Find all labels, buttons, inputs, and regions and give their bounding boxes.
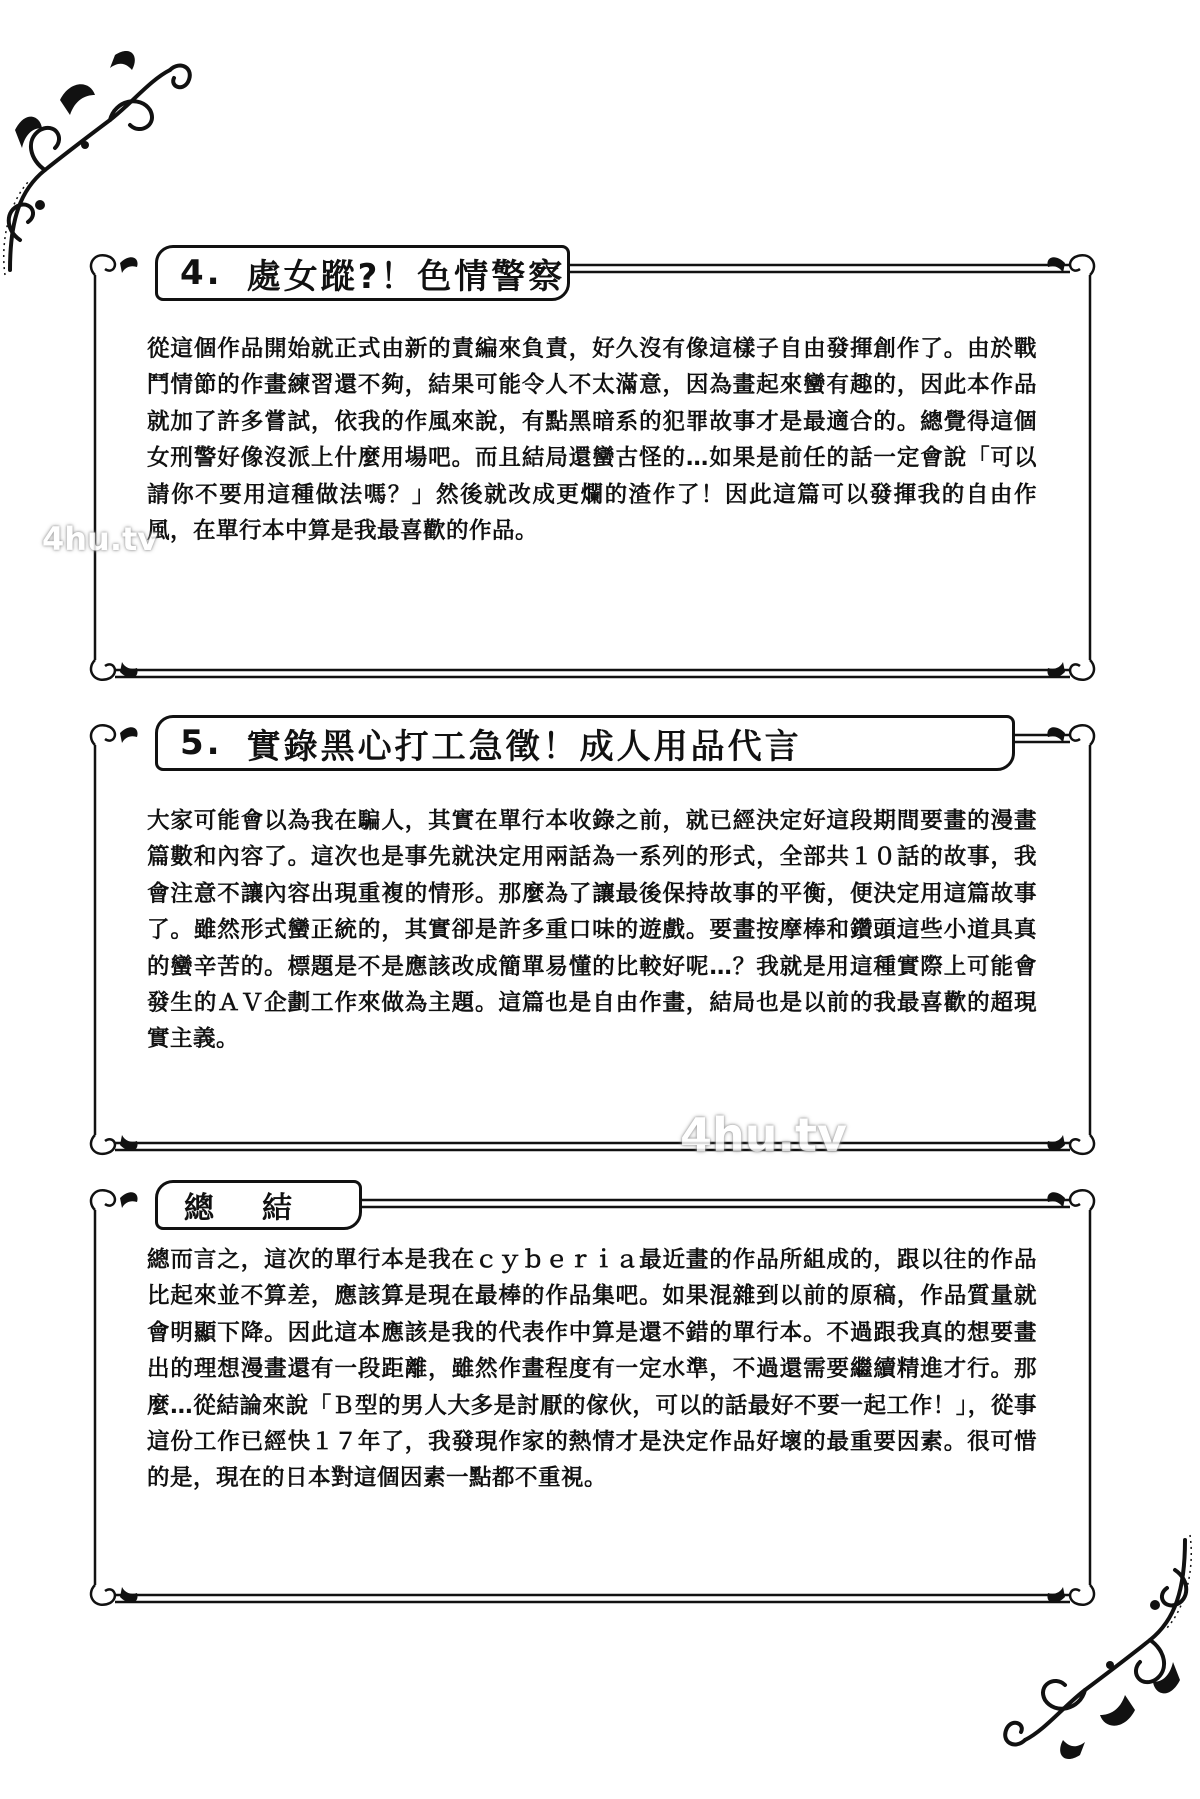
section-body: 大家可能會以為我在騙人，其實在單行本收錄之前，就已經決定好這段期間要畫的漫畫篇數和內容了。這次也是事先就決定用兩話為一系列的形式，全部共１０話的故事，我會注意不讓內容出現重複的情形。那麼為了讓最後保持故事的平衡，便決定用這篇故事了。雖然形式蠻正統的，其實卻是許多重口味的遊戲。要畫按摩棒和鑽頭這些小道具真的蠻辛苦的。標題是不是應該改成簡單易懂的比較好呢…？我就是用這種實際上可能會發生的ＡＶ企劃工作來做為主題。這篇也是自由作畫，結局也是以前的我最喜歡的超現實主義。 [147,808,1037,1053]
section-5 [85,715,1100,1160]
section-summary [85,1180,1100,1610]
section-title: 實錄黑心打工急徵！成人用品代言 [246,726,802,767]
corner-flourish-top-left-icon [0,40,200,280]
section-title: 處女蹤?！色情警察 [246,256,566,297]
section-body: 總而言之，這次的單行本是我在ｃｙｂｅｒｉａ最近畫的作品所組成的，跟以往的作品比起來並不算差，應該算是現在最棒的作品集吧。如果混雜到以前的原稿，作品質量就會明顯下降。因此這本應該是我的代表作中算是還不錯的單行本。不過跟我真的想要畫出的理想漫畫還有一段距離，雖然作畫程度有一定水準，不過還需要繼續精進才行。那麼…從結論來說「Ｂ型的男人大多是討厭的傢伙，可以的話最好不要一起工作！」，從事這份工作已經快１７年了，我發現作家的熱情才是決定作品好壞的最重要因素。很可惜的是，現在的日本對這個因素一點都不重視。 [147,1247,1037,1492]
section-4 [85,245,1100,690]
section-number: 5. [180,723,223,763]
section-heading [155,715,1015,771]
section-number: 4. [180,253,223,293]
section-body: 從這個作品開始就正式由新的責編來負責，好久沒有像這樣子自由發揮創作了。由於戰鬥情節的作畫練習還不夠，結果可能令人不太滿意，因為畫起來蠻有趣的，因此本作品就加了許多嘗試，依我的作風來說，有點黑暗系的犯罪故事才是最適合的。總覺得這個女刑警好像沒派上什麼用場吧。而且結局還蠻古怪的…如果是前任的話一定會說「可以請你不要用這種做法嗎？」然後就改成更爛的渣作了！因此這篇可以發揮我的自由作風，在單行本中算是我最喜歡的作品。 [147,336,1037,545]
section-heading [155,1180,362,1230]
section-title: 總結 [184,1191,340,1226]
watermark: 4hu.tv [680,1108,847,1162]
watermark: 4hu.tv [42,520,159,558]
section-heading [155,245,570,301]
